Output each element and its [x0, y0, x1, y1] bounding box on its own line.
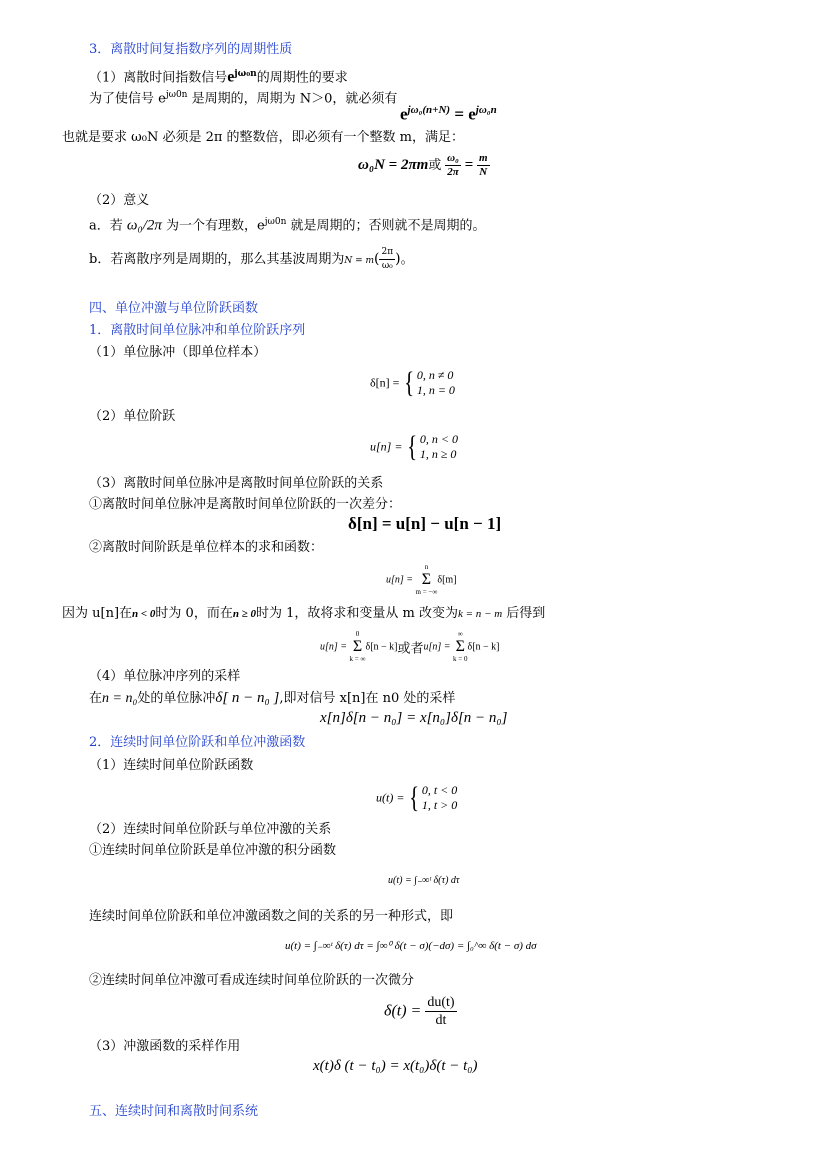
section-4-2-title: 2．连续时间单位阶跃和单位冲激函数	[89, 735, 306, 750]
derivative-relation-equation: δ(t) = $\frac{du(t)}{dt}$	[384, 995, 455, 1028]
unit-impulse-definition: δ[n] = { 0, n ≠ 0 1, n = 0	[370, 366, 455, 399]
integer-condition-equation: ω₀N = 2πm或 $\frac{\text{ω₀}}{2\pi}$ = $\frac{m}{N}$	[358, 152, 488, 178]
meaning-item-b: b．若离散序列是周期的，那么其基波周期为N = m( $\frac{2\pi}{\text{ω₀}}$ )。	[89, 247, 414, 271]
section-4-title: 四、单位冲激与单位阶跃函数	[89, 301, 259, 316]
alternate-form-text: 连续时间单位阶跃和单位冲激函数之间的关系的另一种形式，即	[89, 909, 454, 924]
impulse-sampling-heading: （4）单位脉冲序列的采样	[89, 669, 241, 684]
section-4-1-title: 1．离散时间单位脉冲和单位阶跃序列	[89, 323, 306, 338]
continuous-relation-heading: （2）连续时间单位阶跃与单位冲激的关系	[89, 822, 332, 837]
impulse-sampling-property-heading: （3）冲激函数的采样作用	[89, 1039, 241, 1054]
section-5-title: 五、连续时间和离散时间系统	[89, 1104, 259, 1119]
variable-change-text: 因为 u[n]在n < 0时为 0，而在n ≥ 0时为 1，故将求和变量从 m 改变为k = n − m 后得到	[62, 606, 546, 621]
meaning-item-a: a．若 ω₀/2π 为一个有理数，$e^{j\omega 0n}$ 就是周期的；否则就不是周期的。	[89, 217, 486, 234]
section-3-title: 3．离散时间复指数序列的周期性质	[89, 42, 293, 57]
periodicity-equation: $e^{j\omega_0(n+N)} = e^{j\omega_0n}$	[400, 104, 497, 124]
unit-step-heading: （2）单位阶跃	[89, 409, 176, 424]
impulse-sampling-equation: x[n]δ[n − n₀] = x[n₀]δ[n − n₀]	[320, 710, 508, 726]
running-sum-text: ②离散时间阶跃是单位样本的求和函数：	[89, 540, 324, 555]
periodicity-requirement-heading: （1）离散时间指数信号$e^{j\omega_0n}$的周期性的要求	[89, 68, 348, 86]
derivative-relation-text: ②连续时间单位冲激可看成连续时间单位阶跃的一次微分	[89, 973, 415, 988]
impulse-step-relation-heading: （3）离散时间单位脉冲是离散时间单位阶跃的关系	[89, 476, 384, 491]
unit-step-definition: u[n] = { 0, n < 0 1, n ≥ 0	[370, 430, 458, 463]
first-difference-equation: δ[n] = u[n] − u[n − 1]	[348, 514, 502, 533]
shifted-sum-equations: u[n] = 0 Σ k = ∞ δ[n − k]或者u[n] = ∞ Σ k = 0 δ[n − k]	[320, 630, 500, 663]
meaning-heading: （2）意义	[89, 193, 150, 208]
unit-impulse-heading: （1）单位脉冲（即单位样本）	[89, 345, 267, 360]
running-sum-equation: u[n] = n Σ m = −∞ δ[m]	[386, 563, 457, 596]
integral-relation-equation: u(t) = ∫₋∞ᵗ δ(τ) dτ	[388, 875, 460, 886]
first-difference-text: ①离散时间单位脉冲是离散时间单位阶跃的一次差分：	[89, 497, 402, 512]
alternate-form-equation: u(t) = ∫₋∞ᵗ δ(τ) dτ = ∫∞⁰ δ(t − σ)(−dσ) = ∫₀^∞ δ(t − σ) dσ	[285, 940, 537, 952]
integral-relation-text: ①连续时间单位阶跃是单位冲激的积分函数	[89, 843, 337, 858]
continuous-step-heading: （1）连续时间单位阶跃函数	[89, 758, 254, 773]
periodicity-condition-text: 为了使信号 $e^{j\omega 0n}$ 是周期的，周期为 N＞0，就必须有	[89, 90, 398, 107]
impulse-sampling-text: 在n = n₀处的单位脉冲δ[ n − n₀ ],即对信号 x[n]在 n0 处的采样	[89, 690, 456, 706]
continuous-sampling-equation: x(t)δ (t − t₀) = x(t₀)δ(t − t₀)	[313, 1058, 478, 1074]
continuous-step-definition: u(t) = { 0, t < 0 1, t > 0	[376, 781, 458, 814]
integer-multiple-text: 也就是要求 ω₀N 必须是 2π 的整数倍，即必须有一个整数 m，满足：	[62, 130, 464, 145]
